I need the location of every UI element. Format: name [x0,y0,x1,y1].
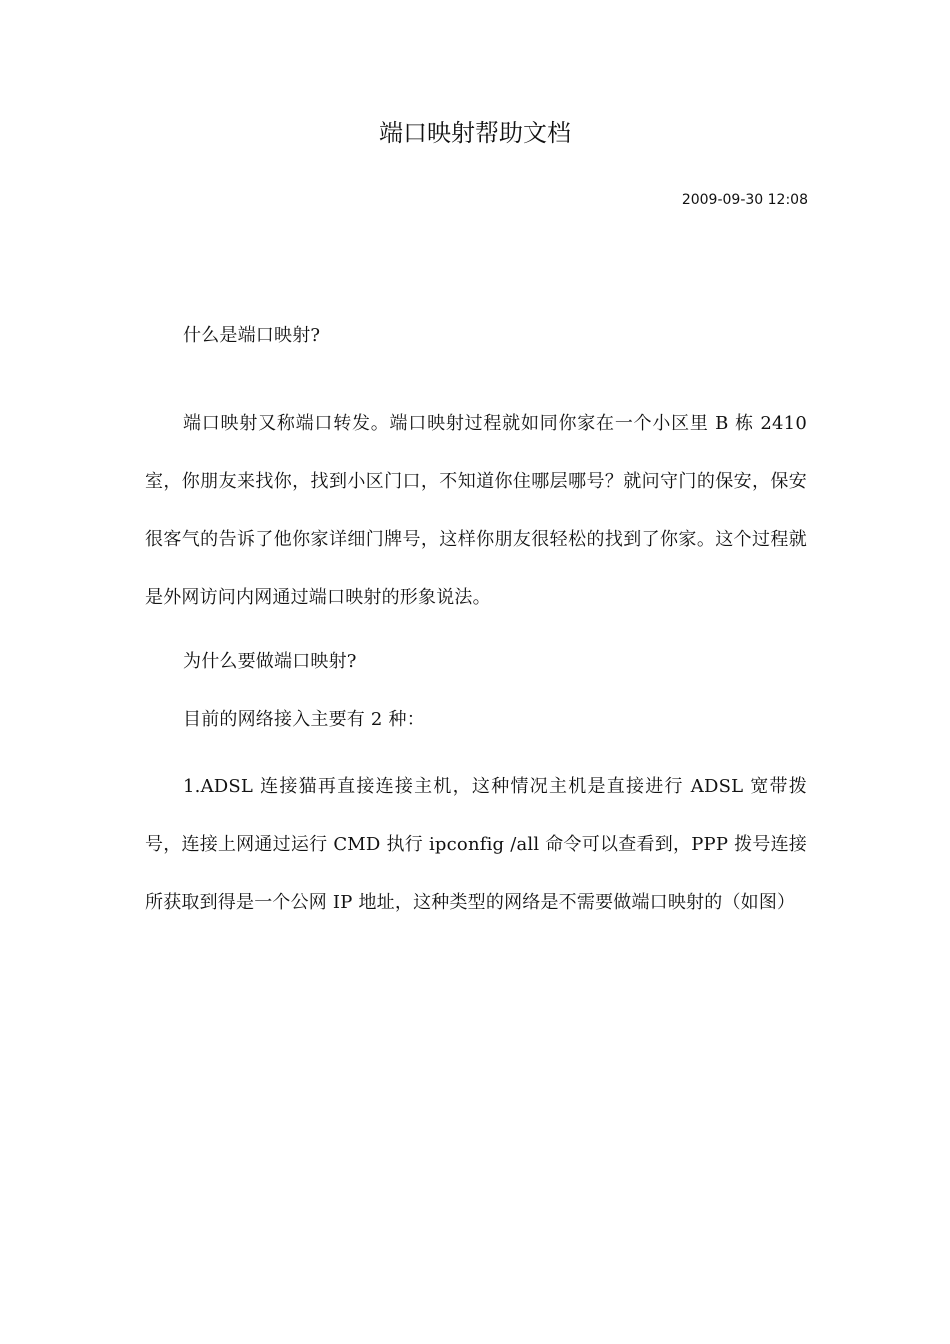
document-date: 2009-09-30 12:08 [681,192,808,208]
paragraph-port-mapping-explanation: 端口映射又称端口转发。端口映射过程就如同你家在一个小区里 B 栋 2410 室，你朋友来找你，找到小区门口，不知道你住哪层哪号？就问守门的保安，保安很客气的告诉了他你家详细门牌号，这样你朋友很轻松的找到了你家。这个过程就是外网访问内网通过端口映射的形象说法。 [145,413,807,608]
paragraph-network-access-types: 目前的网络接入主要有 2 种： [183,709,425,730]
paragraph-why-port-mapping: 为什么要做端口映射? [183,651,357,672]
paragraph-adsl-direct: 1.ADSL 连接猫再直接连接主机，这种情况主机是直接进行 ADSL 宽带拨号，连接上网通过运行 CMD 执行 ipconfig /all 命令可以查看到，PPP 拨号连接所获取到得是一个公网 IP 地址，这种类型的网络是不需要做端口映射的（如图） [145,776,807,913]
paragraph-what-is-port-mapping: 什么是端口映射? [183,325,321,346]
document-title: 端口映射帮助文档 [379,119,571,147]
